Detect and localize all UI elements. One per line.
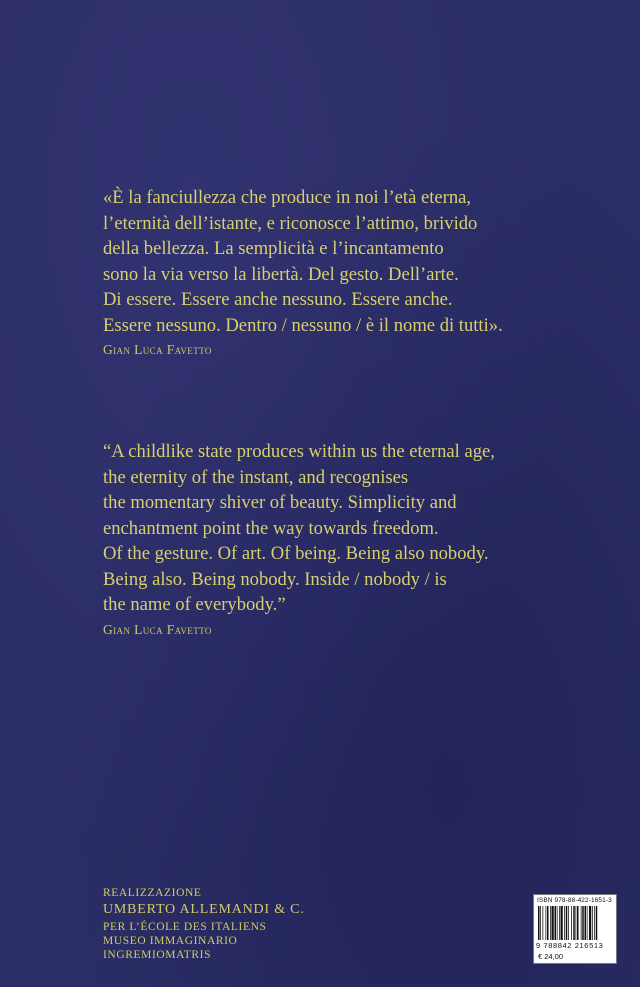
quote-line: the momentary shiver of beauty. Simplicity and — [103, 492, 457, 513]
ean-number: 9 788842 216513 — [536, 941, 604, 950]
price-label: € 24,00 — [538, 952, 564, 961]
quote-line: Being also. Being nobody. Inside / nobody / is — [103, 568, 447, 590]
barcode-label — [533, 894, 617, 964]
quote-line: Of the gesture. Of art. Of being. Being also nobody. — [103, 543, 489, 564]
publisher-credits — [103, 886, 305, 962]
quote-line: “A childlike state produces within us the eternal age, — [103, 441, 495, 462]
barcode-icon — [538, 906, 614, 940]
quote-line: «È la fanciullezza che produce in noi l’età eterna, — [103, 187, 472, 208]
credits-label: REALIZZAZIONE — [103, 887, 202, 899]
quote-line: l’eternità dell’istante, e riconosce l’attimo, brivido — [103, 212, 478, 234]
quote-line: della bellezza. La semplicità e l’incantamento — [103, 238, 444, 259]
english-quote — [103, 439, 603, 642]
quote-attribution: Gian Luca Favetto — [103, 342, 212, 357]
credits-line: PER L’ÉCOLE DES ITALIENS — [103, 921, 267, 933]
credits-line: INGREMIOMATRIS — [103, 949, 212, 961]
quote-attribution: Gian Luca Favetto — [103, 621, 212, 637]
quote-line: enchantment point the way towards freedom. — [103, 517, 439, 539]
quote-line: the eternity of the instant, and recognises — [103, 466, 409, 488]
quote-line: the name of everybody.” — [103, 594, 286, 615]
italian-quote — [103, 185, 603, 362]
quote-line: sono la via verso la libertà. Del gesto. Dell’arte. — [103, 263, 459, 285]
quote-line: Di essere. Essere anche nessuno. Essere anche. — [103, 289, 453, 310]
publisher-name: UMBERTO ALLEMANDI & C. — [103, 902, 305, 917]
credits-line: MUSEO IMMAGINARIO — [103, 935, 238, 947]
isbn-number: ISBN 978-88-422-1651-3 — [537, 897, 612, 904]
quote-line: Essere nessuno. Dentro / nessuno / è il nome di tutti». — [103, 314, 503, 336]
